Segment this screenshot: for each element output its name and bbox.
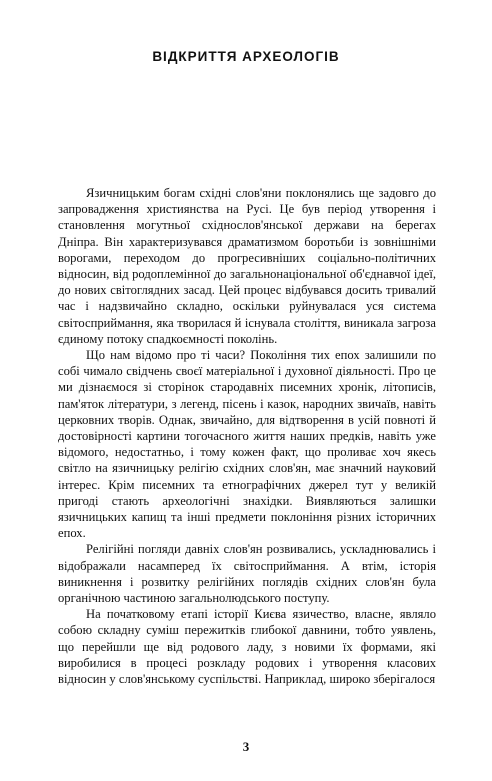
chapter-title: ВІДКРИТТЯ АРХЕОЛОГІВ xyxy=(152,49,340,64)
page-number: 3 xyxy=(242,739,250,754)
paragraph-3: Релігійні погляди давніх слов'ян розвивались, ускладнювались і відображали насамперед їх світосприймання. А втім, історія виникнення і розвитку релігійних поглядів східних слов'ян була органічною частиною загальнолюдського поступу. xyxy=(58,542,436,606)
paragraph-4: На початковому етапі історії Києва язичество, власне, являло собою складну суміш пережитків глибокої давнини, тобто уявлень, що перейшли ще від родового ладу, з новими їх формами, які виробилися в процесі розкладу родових і утворення класових відносин у слов'янському суспільстві. Наприклад, широко зберігалося xyxy=(58,607,436,687)
paragraph-2: Що нам відомо про ті часи? Покоління тих епох залишили по собі чимало свідчень своєї матеріальної і духовної діяльності. Про це ми дізнаємося зі сторінок стародавніх писемних хронік, літописів, пам'яток літератури, з легенд, пісень і казок, народних звичаїв, навіть церковних творів. Однак, звичайно, для відтворення в усій повноті й достовірності картини тогочасного життя наших предків, навіть уже відомого, недостатньо, і тому кожен факт, що проливає хоч якесь світло на язичницьку релігію східних слов'ян, має значний науковий інтерес. Крім писемних та етнографічних джерел тут у великій пригоді стають археологічні знахідки. Виявляються залишки язичницьких капищ та інші предмети поклоніння різних історичних епох. xyxy=(58,348,436,541)
paragraph-1: Язичницьким богам східні слов'яни поклонялись ще задовго до запровадження християнства на Русі. Це був період утворення і становлення могутньої східнослов'янської держави на берегах Дніпра. Він характеризувався драматизмом боротьби із зовнішніми ворогами, переходом до прогресивніших соціально-політичних відносин, від родоплемінної до загальнонаціональної об'єднавчої ідеї, до нових світоглядних засад. Цей процес відбувався досить тривалий час і надзвичайно складно, оскільки руйнувалася уся система світосприймання, яка творилася й існувала століття, виникала загроза єдиному потоку спадкоємності поколінь. xyxy=(58,186,436,346)
chapter-body xyxy=(58,185,436,687)
